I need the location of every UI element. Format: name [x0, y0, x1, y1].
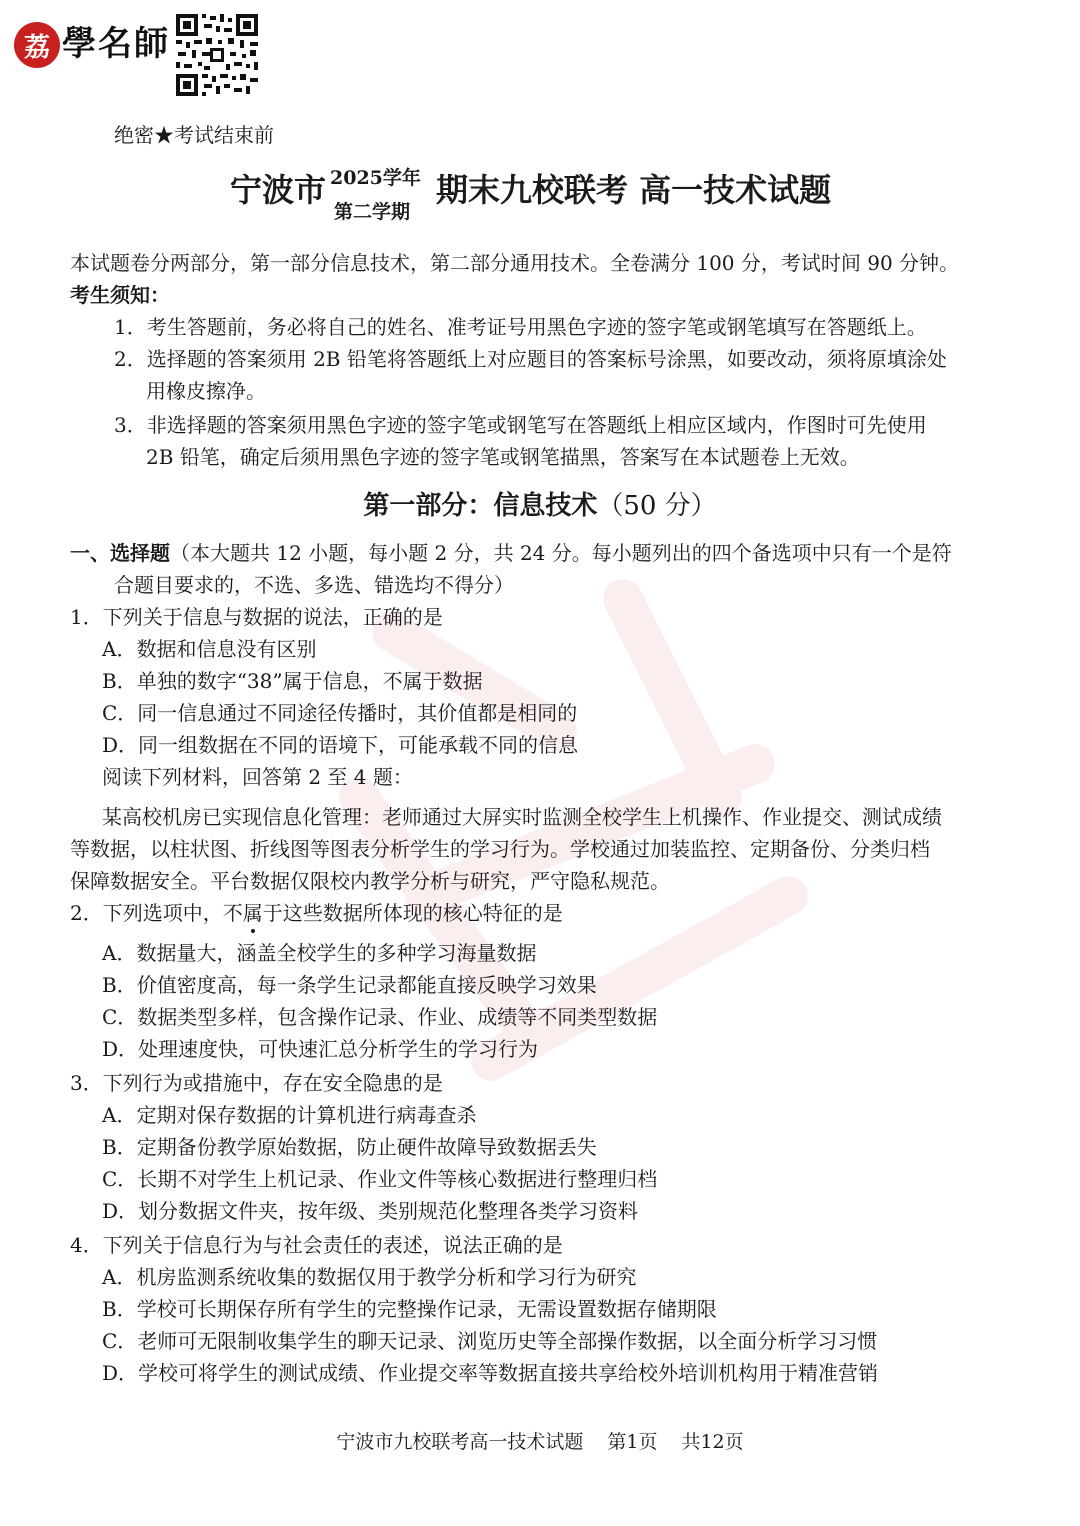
q2-stem — [70, 898, 563, 928]
part1-score: （50 分） — [597, 491, 717, 521]
q2-option-d: D．处理速度快，可快速汇总分析学生的学习行为 — [102, 1037, 539, 1061]
title-city: 宁波市 — [230, 171, 327, 209]
q1-option-a: A．数据和信息没有区别 — [102, 637, 317, 661]
title-rest: 期末九校联考 高一技术试题 — [436, 171, 832, 209]
notice-item-3-cont: 2B 铅笔，确定后须用黑色字迹的签字笔或钢笔描黑，答案写在本试题卷上无效。 — [146, 445, 860, 469]
notice-item-2: 2．选择题的答案须用 2B 铅笔将答题纸上对应题目的答案标号涂黑，如要改动，须将原填涂处 — [114, 347, 947, 371]
q3-option-a: A．定期对保存数据的计算机进行病毒查杀 — [102, 1103, 477, 1127]
q1-option-b: B．单独的数字“38”属于信息，不属于数据 — [102, 669, 483, 693]
notice-item-1: 1．考生答题前，务必将自己的姓名、准考证号用黑色字迹的签字笔或钢笔填写在答题纸上。 — [114, 315, 927, 339]
footer-total: 共12页 — [681, 1431, 744, 1453]
footer-page: 第1页 — [607, 1431, 658, 1453]
q1-option-d: D．同一组数据在不同的语境下，可能承载不同的信息 — [102, 733, 579, 757]
notice-item-2-cont: 用橡皮擦净。 — [146, 379, 266, 403]
q2-option-a: A．数据量大，涵盖全校学生的多种学习海量数据 — [102, 941, 537, 965]
section-desc-cont: 合题目要求的，不选、多选、错选均不得分） — [114, 573, 514, 597]
qr-code-icon — [174, 12, 260, 98]
brand-seal-logo: 荔 — [14, 22, 60, 68]
notice-heading: 考生须知： — [70, 283, 170, 307]
q4-option-b: B．学校可长期保存所有学生的完整操作记录，无需设置数据存储期限 — [102, 1297, 717, 1321]
reading-line-3: 保障数据安全。平台数据仅限校内教学分析与研究，严守隐私规范。 — [70, 869, 670, 893]
q3-option-d: D．划分数据文件夹，按年级、类别规范化整理各类学习资料 — [102, 1199, 639, 1223]
q2-option-b: B．价值密度高，每一条学生记录都能直接反映学习效果 — [102, 973, 597, 997]
q1-stem: 1．下列关于信息与数据的说法，正确的是 — [70, 605, 443, 629]
q3-option-c: C．长期不对学生上机记录、作业文件等核心数据进行整理归档 — [102, 1167, 658, 1191]
q4-stem: 4．下列关于信息行为与社会责任的表述，说法正确的是 — [70, 1233, 563, 1257]
q2-option-c: C．数据类型多样，包含操作记录、作业、成绩等不同类型数据 — [102, 1005, 658, 1029]
title-semester: 第二学期 — [334, 201, 411, 223]
q2-stem-post: 这些数据所体现的核心特征的是 — [282, 901, 563, 925]
page-footer — [0, 1428, 1080, 1456]
section-desc: （本大题共 12 小题，每小题 2 分，共 24 分。每小题列出的四个备选项中只有一个是符 — [170, 541, 952, 565]
q3-stem: 3．下列行为或措施中，存在安全隐患的是 — [70, 1071, 443, 1095]
confidential-label: 绝密★考试结束前 — [114, 123, 274, 147]
brand-name: 學名師 — [62, 24, 170, 64]
section-heading-label: 一、选择题 — [70, 541, 170, 565]
section-heading — [70, 538, 952, 568]
q2-stem-pre: 2．下列选项中， — [70, 901, 223, 925]
reading-prompt: 阅读下列材料，回答第 2 至 4 题： — [102, 765, 413, 789]
q4-option-a: A．机房监测系统收集的数据仅用于教学分析和学习行为研究 — [102, 1265, 637, 1289]
q4-option-d: D．学校可将学生的测试成绩、作业提交率等数据直接共享给校外培训机构用于精准营销 — [102, 1361, 879, 1385]
part1-title — [0, 488, 1080, 524]
title-year: 2025学年 — [330, 167, 421, 189]
reading-line-2: 等数据，以柱状图、折线图等图表分析学生的学习行为。学校通过加装监控、定期备份、分类归档 — [70, 837, 930, 861]
footer-title: 宁波市九校联考高一技术试题 — [336, 1431, 584, 1453]
reading-line-1: 某高校机房已实现信息化管理：老师通过大屏实时监测全校学生上机操作、作业提交、测试成绩 — [102, 805, 942, 829]
q3-option-b: B．定期备份教学原始数据，防止硬件故障导致数据丢失 — [102, 1135, 597, 1159]
part1-title-text: 第一部分：信息技术 — [363, 491, 598, 521]
q4-option-c: C．老师可无限制收集学生的聊天记录、浏览历史等全部操作数据，以全面分析学习习惯 — [102, 1329, 878, 1353]
intro-line: 本试题卷分两部分，第一部分信息技术，第二部分通用技术。全卷满分 100 分，考试时间 90 分钟。 — [70, 251, 960, 275]
q2-stem-emphasis: 不属于 — [222, 901, 283, 925]
q1-option-c: C．同一信息通过不同途径传播时，其价值都是相同的 — [102, 701, 578, 725]
notice-item-3: 3．非选择题的答案须用黑色字迹的签字笔或钢笔写在答题纸上相应区域内，作图时可先使用 — [114, 413, 927, 437]
